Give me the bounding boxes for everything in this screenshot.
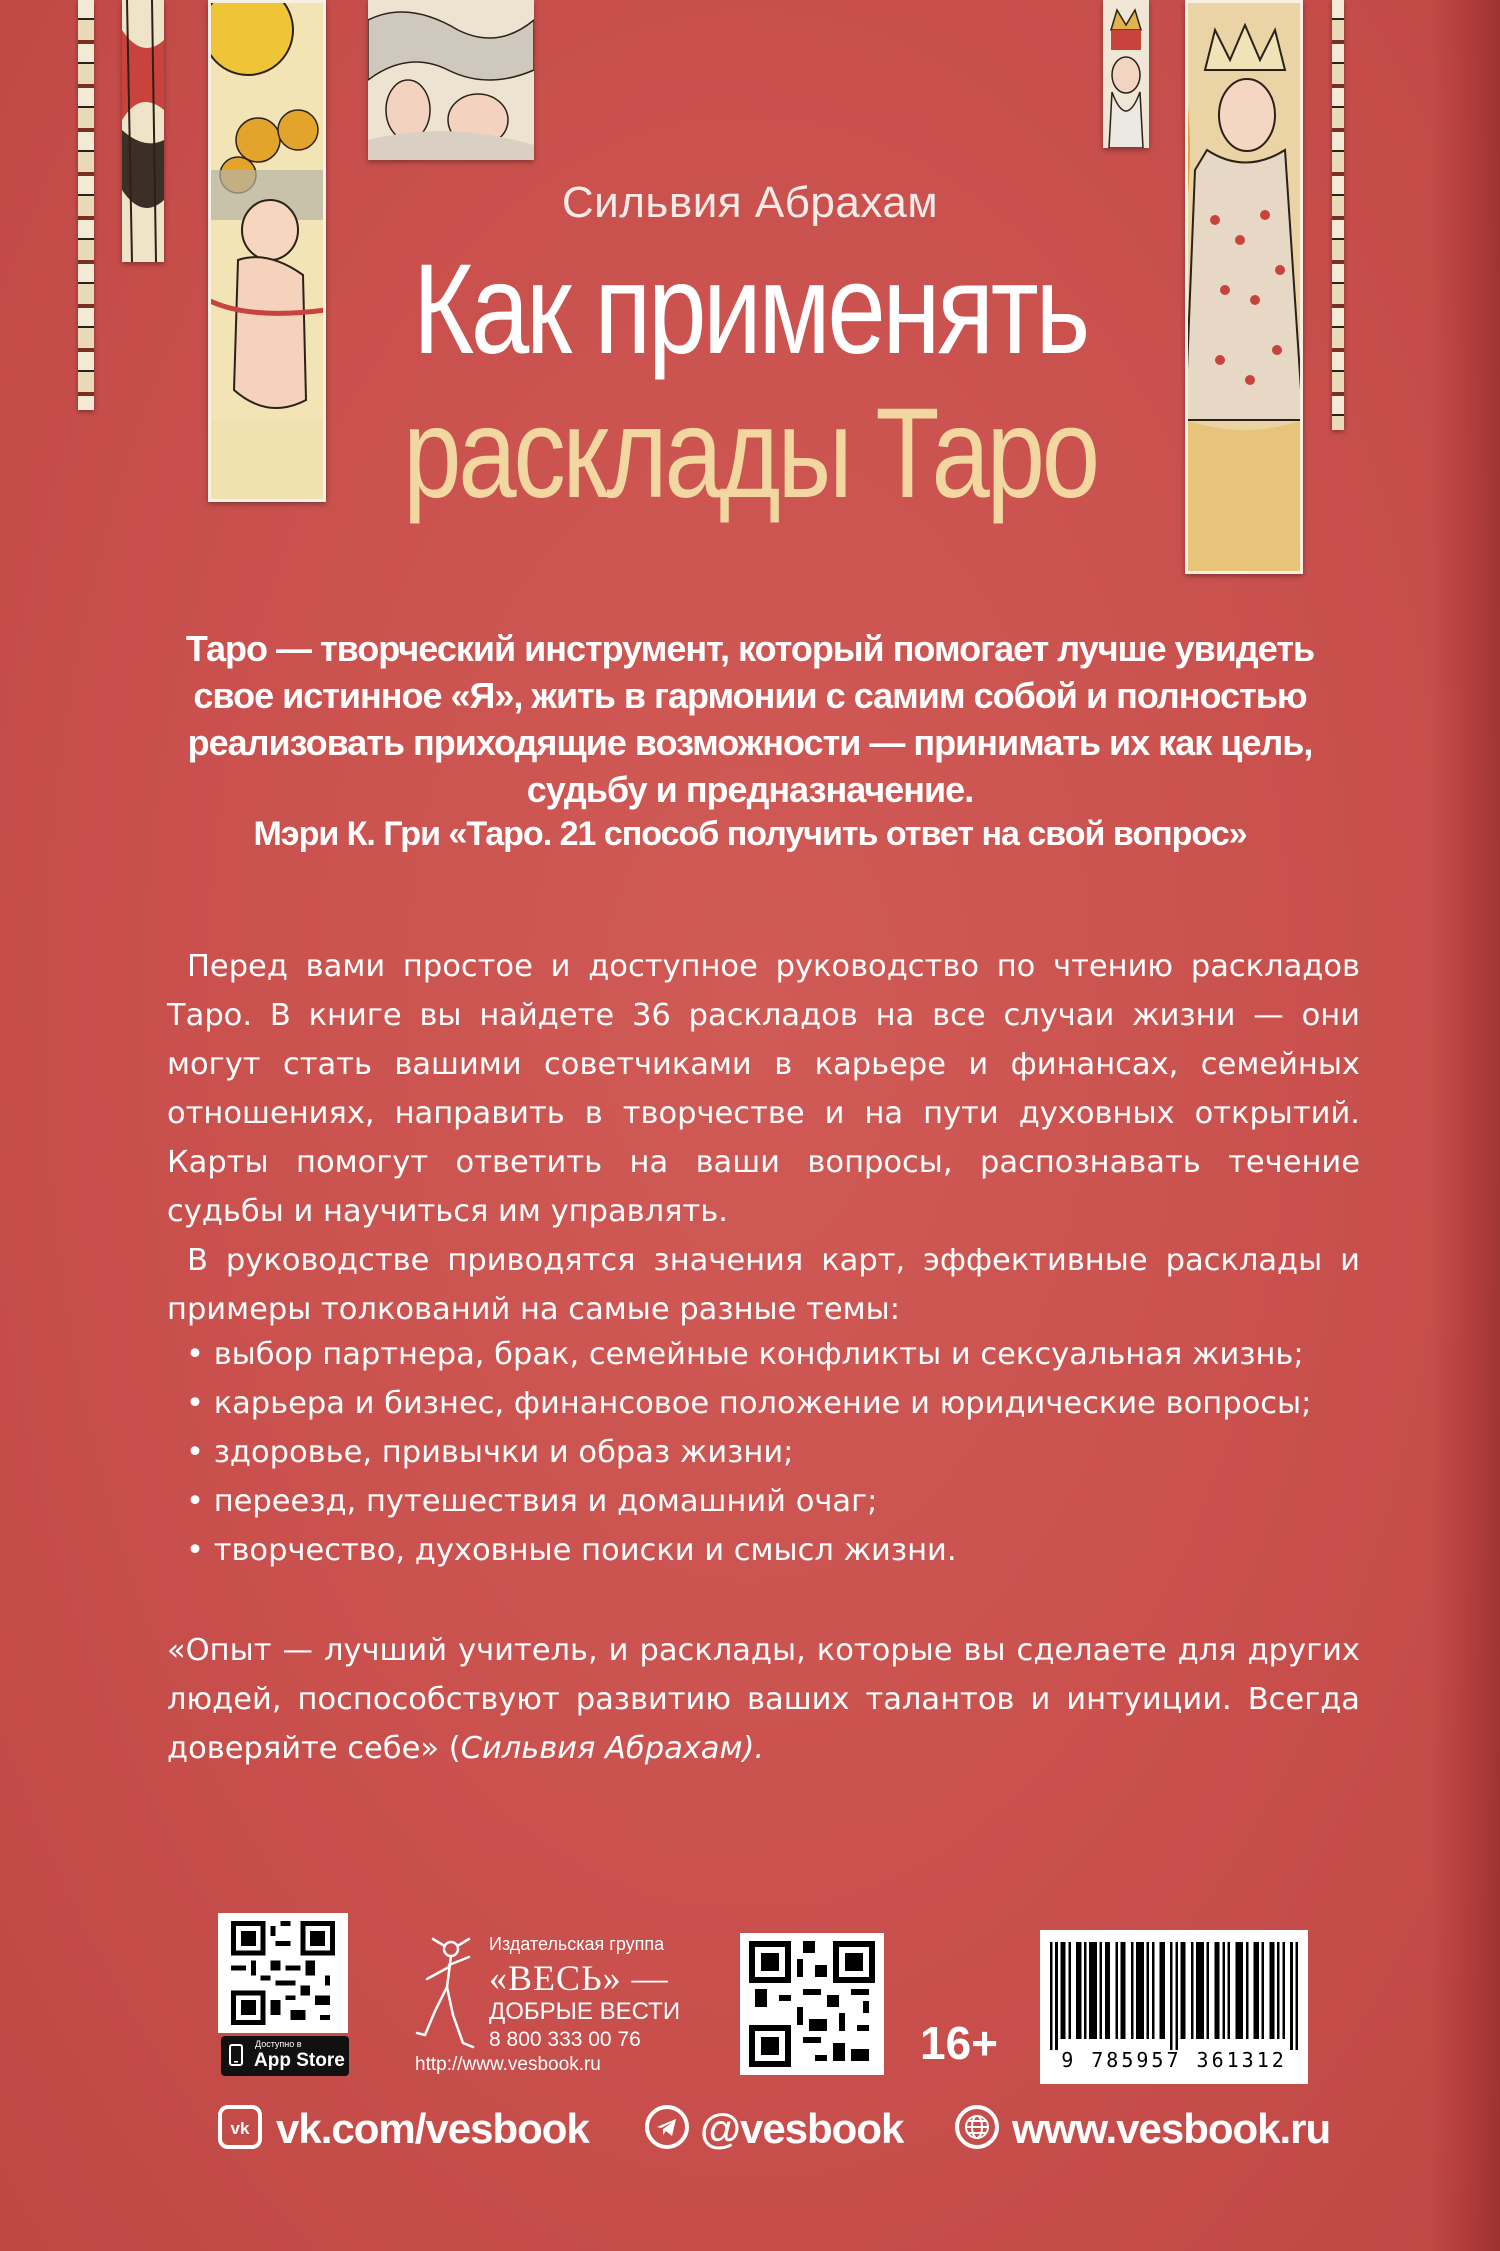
list-item: • здоровье, привычки и образ жизни;	[186, 1428, 1311, 1477]
barcode-bars	[1050, 1942, 1298, 2050]
closing-quote-author: Сильвия Абрахам).	[460, 1731, 765, 1766]
tarot-strip-king	[1103, 0, 1149, 148]
author-name: Сильвия Абрахам	[561, 178, 939, 227]
app-store-badge[interactable]	[221, 2036, 349, 2076]
tarot-card-top-center-art	[368, 0, 534, 160]
tarot-card-top-center	[368, 0, 534, 160]
app-store-label: App Store	[254, 2050, 345, 2071]
book-title-line2: расклады Таро	[403, 382, 1097, 525]
book-title-line1: Как применять	[413, 238, 1087, 381]
isbn-barcode	[1040, 1930, 1308, 2084]
publisher-group-label: Издательская группа	[489, 1934, 665, 1954]
list-item: • карьера и бизнес, финансовое положение и юридические вопросы;	[186, 1379, 1311, 1428]
qr-code-app-pattern	[226, 1921, 340, 2025]
vk-link[interactable]: vk.com/vesbook	[276, 2105, 589, 2152]
age-rating-badge: 16+	[920, 2017, 999, 2069]
tarot-strip-king-art	[1103, 0, 1149, 148]
qr-code-app[interactable]	[218, 1913, 348, 2033]
list-item: • переезд, путешествия и домашний очаг;	[186, 1477, 1311, 1526]
vk-icon[interactable]	[218, 2105, 262, 2149]
description-paragraph-2: В руководстве приводятся значения карт, эффективные расклады и примеры толкований на самые разные темы:	[167, 1243, 1360, 1327]
publisher-block	[413, 1930, 683, 2080]
closing-quote	[167, 1626, 1360, 1773]
qr-code-site[interactable]	[740, 1933, 884, 2075]
epigraph-source: Мэри К. Гри «Таро. 21 способ получить ответ на свой вопрос»	[253, 815, 1247, 853]
globe-icon[interactable]	[955, 2105, 999, 2149]
publisher-name: «ВЕСЬ» —	[489, 1958, 669, 1998]
description-text	[167, 942, 1360, 1334]
qr-code-site-pattern	[748, 1941, 876, 2067]
description-paragraph-1: Перед вами простое и доступное руководство по чтению раскладов Таро. В книге вы найдете 36 раскладов на все случаи жизни — они могут стать вашими советчиками в карьере и финансах, семейных отношениях, направить в творчестве и на пути духовных открытий. Карты помогут ответить на ваши вопросы, распознавать течение судьбы и научиться им управлять.	[167, 949, 1360, 1229]
globe-glyph	[959, 2109, 995, 2145]
website-link[interactable]: www.vesbook.ru	[1012, 2105, 1331, 2152]
epigraph-quote: Таро — творческий инструмент, который помогает лучше увидеть свое истинное «Я», жить в гармонии с самим собой и полностью реализовать приходящие возможности — принимать их как цель, судьбу и предназначение.	[185, 628, 1315, 810]
app-store-small-label: Доступно в	[255, 2039, 302, 2049]
vk-glyph	[222, 2109, 258, 2145]
publisher-phone: 8 800 333 00 76	[489, 2028, 641, 2051]
closing-quote-text: «Опыт — лучший учитель, и расклады, которые вы сделаете для других людей, поспособствуют развитию ваших талантов и интуиции. Всегда доверяйте себе» (	[167, 1633, 1360, 1766]
telegram-icon[interactable]	[645, 2105, 689, 2149]
topics-list	[186, 1330, 1311, 1575]
apple-icon	[228, 2042, 248, 2068]
list-item: • выбор партнера, брак, семейные конфликты и сексуальная жизнь;	[186, 1330, 1311, 1379]
isbn-digits: 9 785957 361312	[1061, 2048, 1287, 2072]
telegram-link[interactable]: @vesbook	[700, 2105, 904, 2152]
spine-shadow	[1430, 0, 1500, 2251]
list-item: • творчество, духовные поиски и смысл жизни.	[186, 1526, 1311, 1575]
telegram-glyph	[649, 2109, 685, 2145]
publisher-url[interactable]: http://www.vesbook.ru	[415, 2054, 601, 2075]
svg-text:vk: vk	[230, 2119, 250, 2138]
hermes-logo-icon	[413, 1935, 483, 2065]
publisher-slogan: ДОБРЫЕ ВЕСТИ	[489, 1998, 681, 2025]
